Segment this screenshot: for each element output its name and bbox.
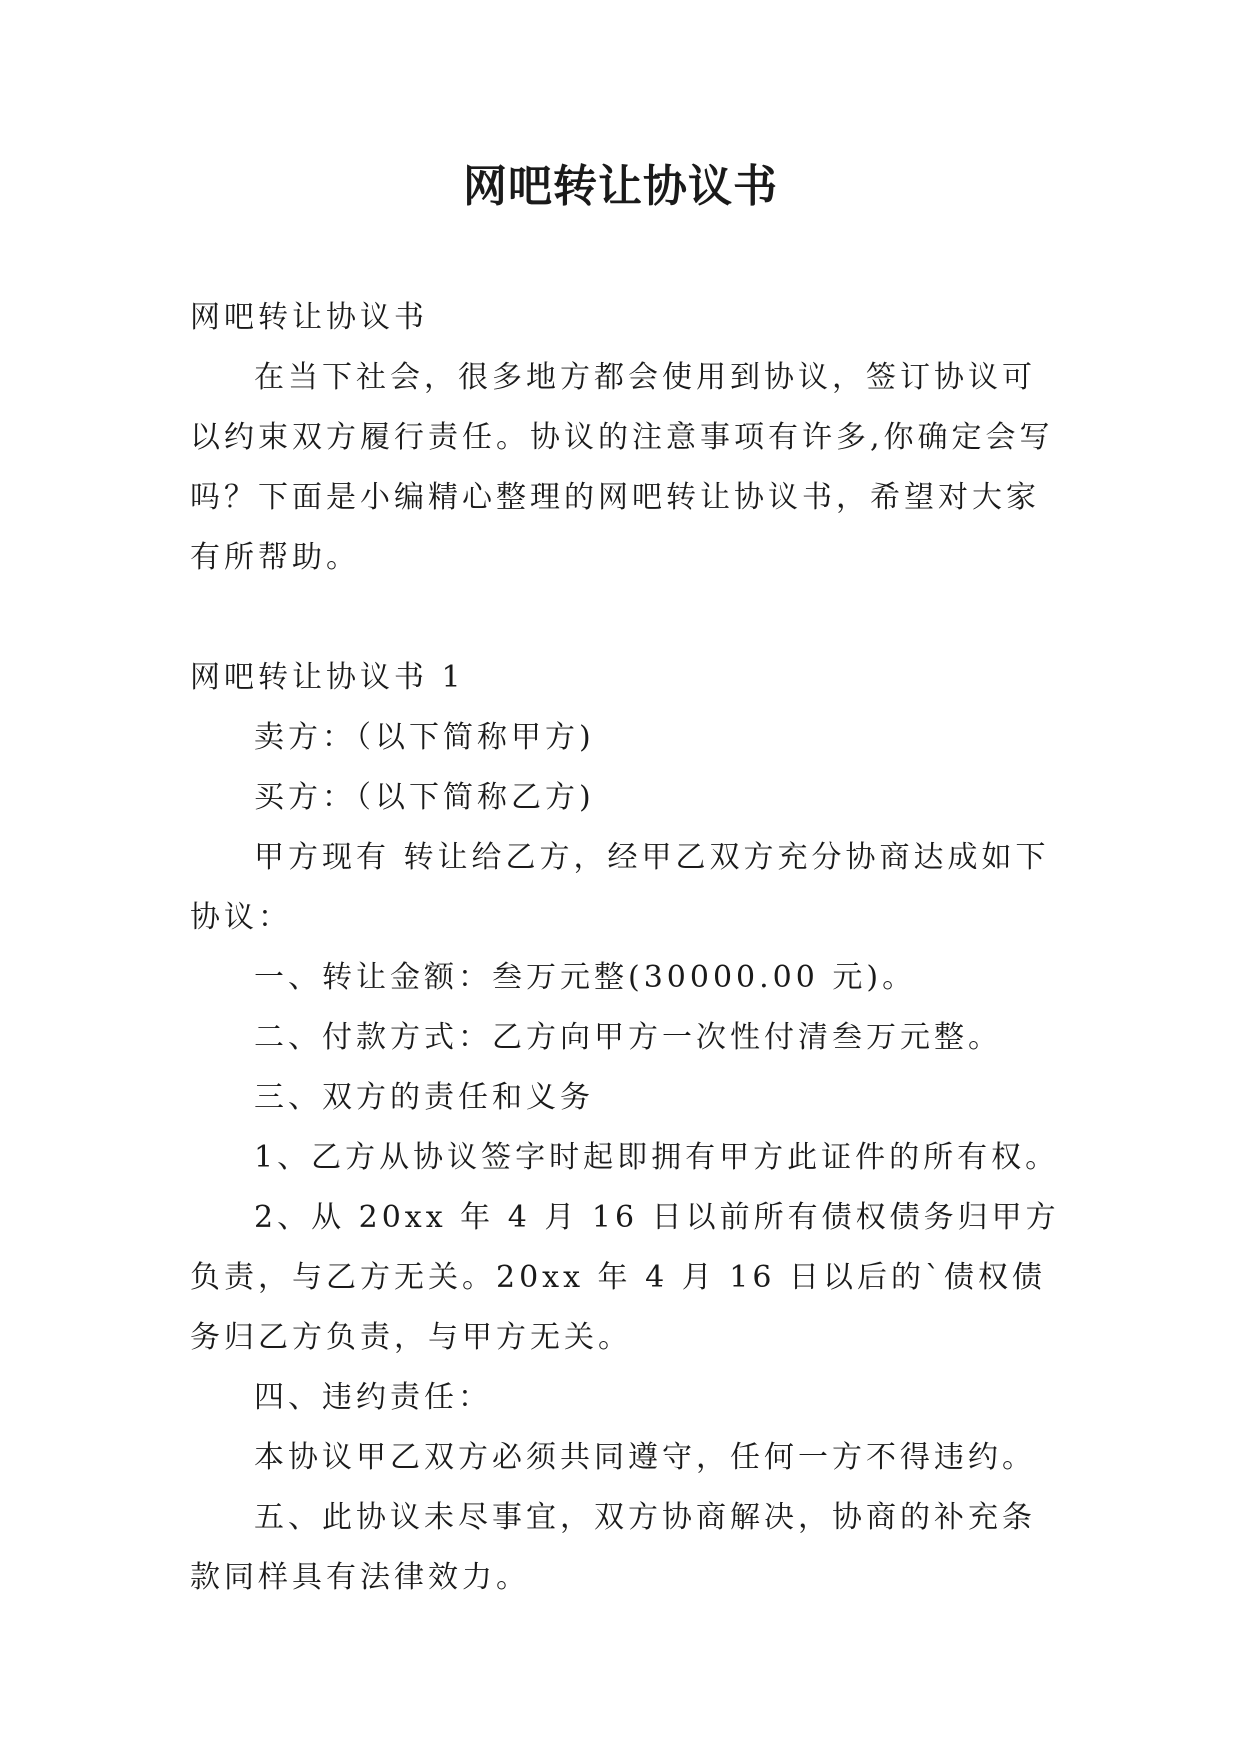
clause-item-1: 1、乙方从协议签字时起即拥有甲方此证件的所有权。 — [254, 1140, 1060, 1175]
clause-responsibilities-heading: 三、双方的责任和义务 — [254, 1080, 594, 1115]
seller-line: 卖方：（以下简称甲方) — [254, 720, 595, 755]
document-title: 网吧转让协议书 — [463, 161, 778, 212]
clause-item-2: 2、从 20xx 年 4 月 16 日以前所有债权债务归甲方负责，与乙方无关。20xx 年 4 月 16 日以后的`债权债务归乙方负责，与甲方无关。 — [190, 1200, 1060, 1355]
section-heading: 网吧转让协议书 1 — [190, 660, 465, 695]
clause-breach-text: 本协议甲乙双方必须共同遵守，任何一方不得违约。 — [254, 1440, 1036, 1475]
clause-breach-heading: 四、违约责任： — [254, 1380, 492, 1415]
intro-paragraph: 在当下社会，很多地方都会使用到协议，签订协议可以约束双方履行责任。协议的注意事项有许多,你确定会写吗？下面是小编精心整理的网吧转让协议书，希望对大家有所帮助。 — [190, 360, 1054, 575]
document-subtitle: 网吧转让协议书 — [190, 300, 428, 335]
document-body — [190, 288, 1060, 1608]
buyer-line: 买方：（以下简称乙方) — [254, 780, 595, 815]
clause-other-matters: 五、此协议未尽事宜，双方协商解决，协商的补充条款同样具有法律效力。 — [190, 1500, 1036, 1595]
agreement-intro: 甲方现有 转让给乙方，经甲乙双方充分协商达成如下协议： — [190, 840, 1050, 935]
clause-transfer-amount: 一、转让金额：叁万元整(30000.00 元)。 — [254, 960, 917, 995]
clause-payment-method: 二、付款方式：乙方向甲方一次性付清叁万元整。 — [254, 1020, 1002, 1055]
paragraph-spacer — [190, 588, 1060, 648]
